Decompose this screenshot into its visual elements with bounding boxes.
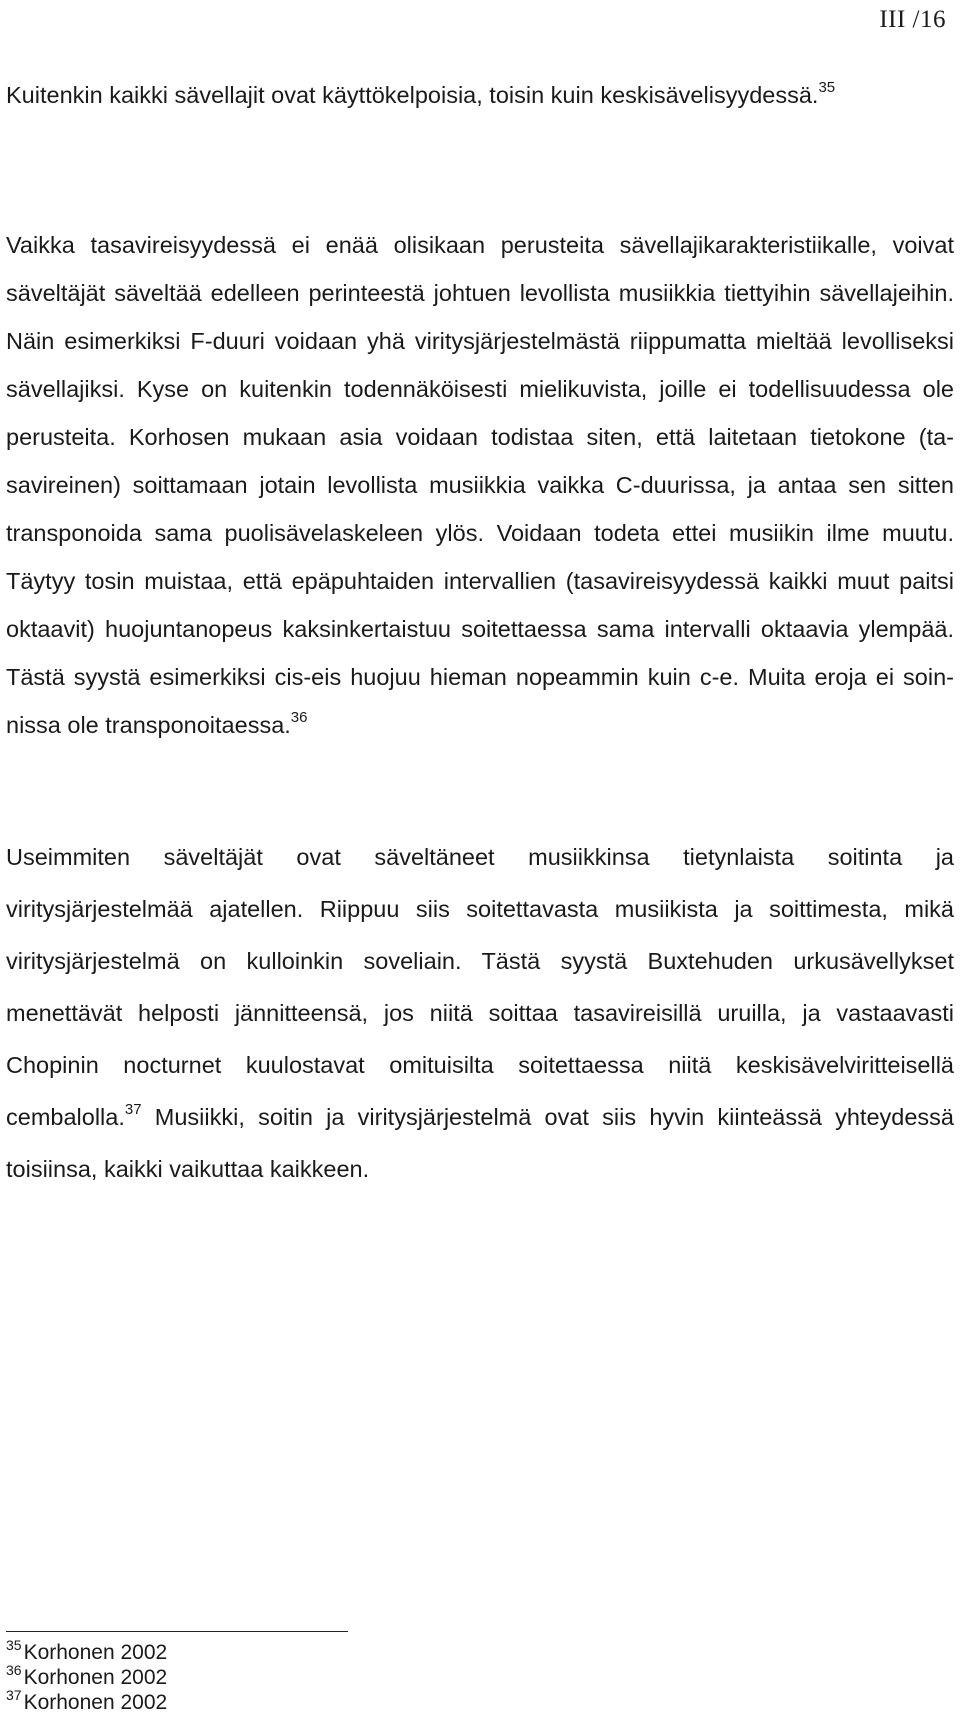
footnote-ref-35: 35 (818, 79, 836, 96)
paragraph-3-text-b: Musiikki, soitin ja viritysjärjestelmä ovat siis hyvin kiinteässä yhteydessä toisiinsa, kaikki vaikuttaa kaikkeen. (6, 1104, 954, 1182)
footnote-number: 36 (6, 1662, 22, 1678)
paragraph-1-text: Kuitenkin kaikki sävellajit ovat käyttökelpoisia, toisin kuin keskisävelisyydessä. (6, 82, 819, 108)
paragraph-2 (6, 221, 954, 749)
paragraph-1 (6, 71, 954, 119)
paragraph-2-text: Vaikka tasavireisyydessä ei enää olisikaan perusteita sävellajikarakteristiikalle, voivat säveltäjät säveltää edelleen perinteestä johtuen levollista musiikkia tiettyihin sävellajeihin. Näin esimerkiksi F-duuri voidaan yhä viritysjärjestelmästä riippumatta mieltää levolliseksi sävellajiksi. Kyse on kuitenkin todennäköisesti mielikuvista, joille ei todellisuudessa ole perusteita. Korhosen mukaan asia voidaan todistaa siten, että laitetaan tietokone (tasavireinen) soittamaan jotain levollista musiikkia vaikka C-duurissa, ja antaa sen sitten transponoida sama puolisävelaskeleen ylös. Voidaan todeta ettei musiikin ilme muutu. Täytyy tosin muistaa, että epäpuhtaiden intervallien (tasavireisyydessä kaikki muut paitsi oktaavit) huojuntanopeus kaksinkertaistuu soitettaessa sama intervalli oktaavia ylempää. Tästä syystä esimerkiksi cis-eis huojuu hieman nopeammin kuin c-e. Muita eroja ei soinnissa ole transponoitaessa. (6, 232, 954, 738)
footnote-text: Korhonen 2002 (23, 1666, 168, 1689)
footnote-37 (6, 1687, 168, 1715)
footnote-ref-37: 37 (124, 1101, 142, 1118)
page-number: III /16 (879, 6, 946, 33)
footnote-text: Korhonen 2002 (23, 1691, 168, 1714)
footnotes-list (6, 1637, 168, 1715)
footnote-divider (6, 1631, 348, 1632)
footnote-text: Korhonen 2002 (23, 1641, 168, 1664)
footnote-ref-36: 36 (290, 709, 308, 726)
footnote-35 (6, 1637, 168, 1665)
paragraph-3 (6, 831, 954, 1195)
paragraph-3-text-a: Useimmiten säveltäjät ovat säveltäneet musiikkinsa tietynlaista soitinta ja viritysjärjestelmää ajatellen. Riippuu siis soitettavasta musiikista ja soittimesta, mikä viritysjärjestelmä on kulloinkin soveliain. Tästä syystä Buxtehuden urkusävellykset menettävät helposti jännitteensä, jos niitä soittaa tasavireisillä uruilla, ja vastaavasti Chopinin nocturnet kuulostavat omituisilta soitettaessa niitä keskisävelviritteisellä cembalolla. (6, 844, 954, 1130)
footnote-36 (6, 1662, 168, 1690)
footnote-number: 37 (6, 1687, 22, 1703)
footnote-number: 35 (6, 1637, 22, 1653)
